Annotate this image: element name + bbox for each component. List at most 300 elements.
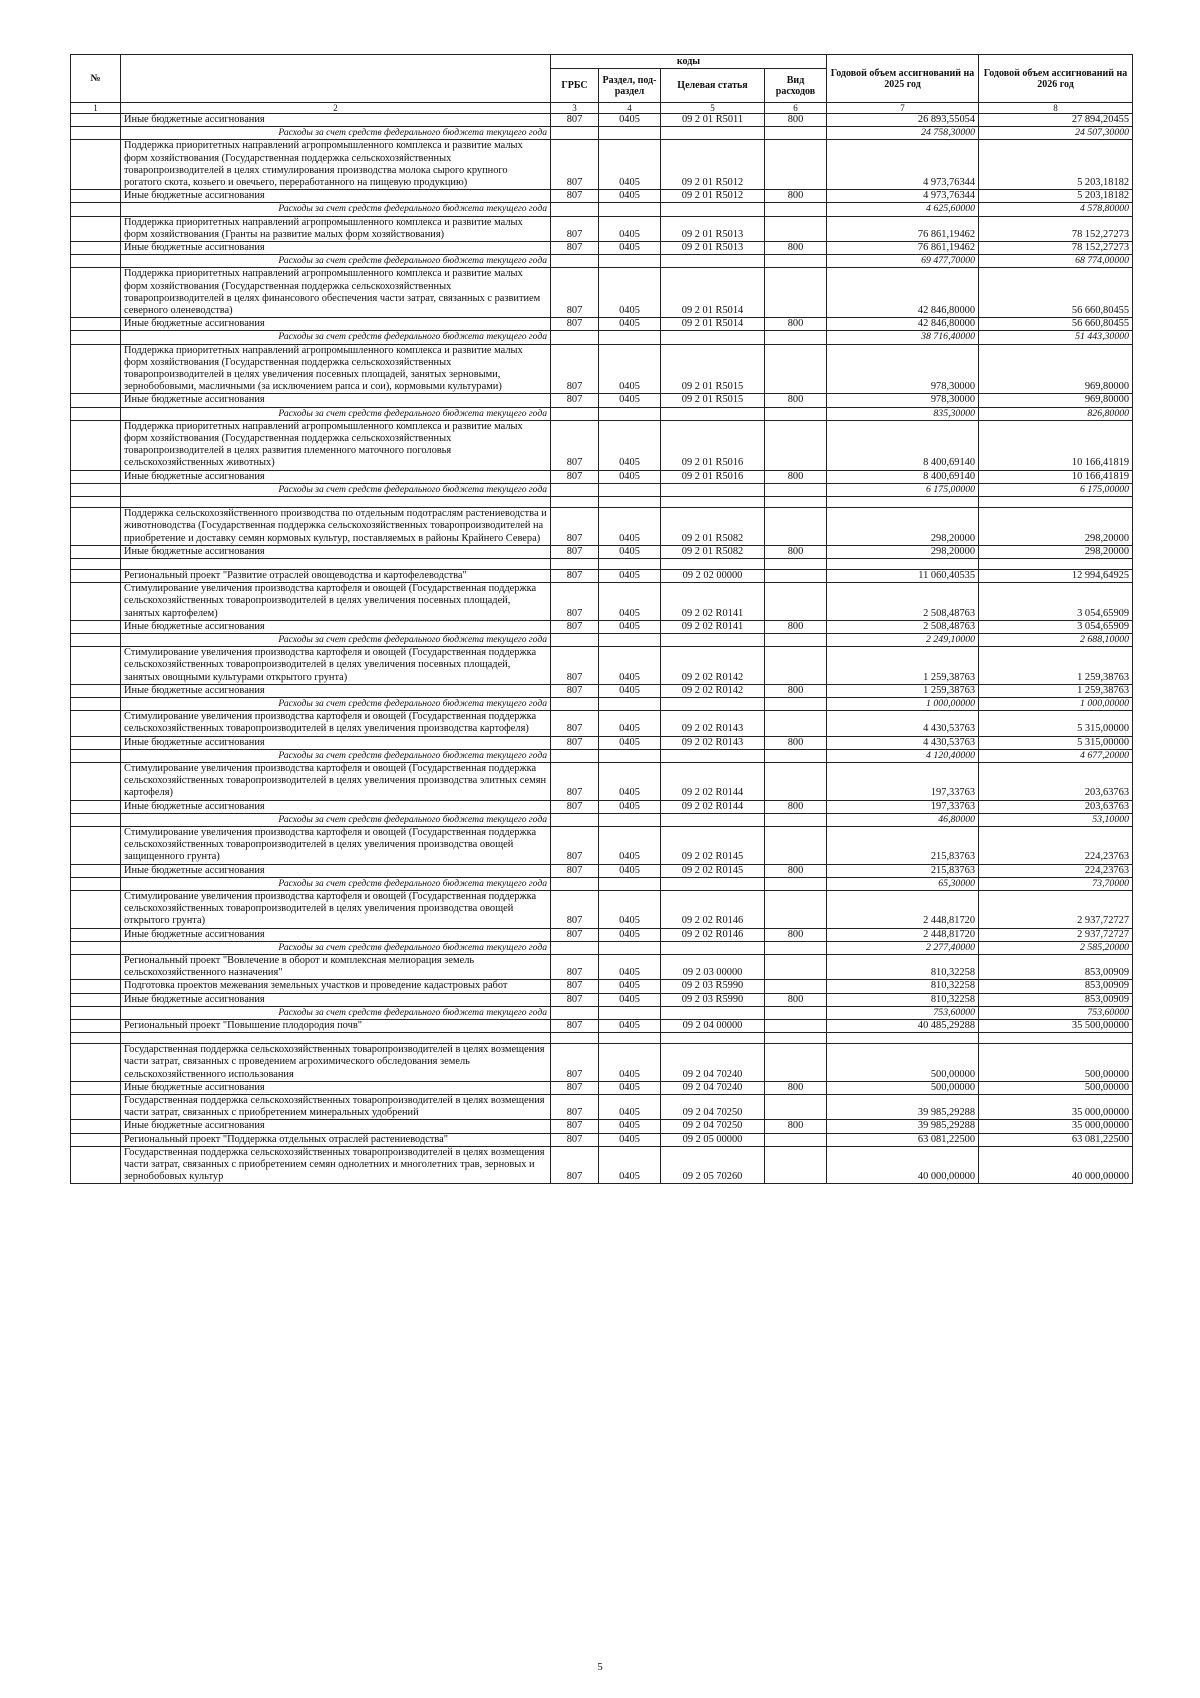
- cell-vr: [765, 877, 827, 890]
- table-row: [71, 980, 1133, 993]
- cell-num: [71, 684, 121, 697]
- cell-num: [71, 697, 121, 710]
- cell-csr: [661, 483, 765, 496]
- cell-csr: [661, 407, 765, 420]
- table-row: [71, 114, 1133, 127]
- cell-num: [71, 318, 121, 331]
- cell-rz: 0405: [599, 242, 661, 255]
- cell-name: Иные бюджетные ассигнования: [121, 1120, 551, 1133]
- cell-grbs: 807: [551, 955, 599, 980]
- cell-rz: 0405: [599, 928, 661, 941]
- cell-name: Иные бюджетные ассигнования: [121, 545, 551, 558]
- cell-vr: [765, 941, 827, 954]
- col-num-header: №: [71, 55, 121, 103]
- cell-v2025: 4 625,60000: [827, 203, 979, 216]
- cell-v2026: 853,00909: [979, 980, 1133, 993]
- federal-funds-row: [71, 941, 1133, 954]
- federal-funds-row: [71, 749, 1133, 762]
- table-row: [71, 268, 1133, 318]
- cell-rz: 0405: [599, 344, 661, 394]
- cell-name: Иные бюджетные ассигнования: [121, 242, 551, 255]
- cell-v2026: 53,10000: [979, 813, 1133, 826]
- cell-csr: 09 2 02 R0145: [661, 864, 765, 877]
- spacer-cell: [827, 497, 979, 508]
- table-row: [71, 1095, 1133, 1120]
- cell-csr: 09 2 02 R0145: [661, 826, 765, 864]
- cell-v2026: 224,23763: [979, 864, 1133, 877]
- cell-rz: 0405: [599, 800, 661, 813]
- column-index: 6: [765, 103, 827, 114]
- spacer-cell: [979, 1033, 1133, 1044]
- cell-v2025: 810,32258: [827, 980, 979, 993]
- cell-v2026: 1 000,00000: [979, 697, 1133, 710]
- cell-v2025: 2 249,10000: [827, 633, 979, 646]
- table-row: [71, 190, 1133, 203]
- cell-vr: [765, 647, 827, 685]
- cell-name: Региональный проект "Развитие отраслей овощеводства и картофелеводства": [121, 569, 551, 582]
- cell-csr: 09 2 02 R0142: [661, 647, 765, 685]
- cell-name: Государственная поддержка сельскохозяйственных товаропроизводителей в целях возмещения части затрат, связанных с проведением агрохимического обследования земель сельскохозяйственного использования: [121, 1044, 551, 1082]
- cell-grbs: 807: [551, 826, 599, 864]
- cell-v2025: 500,00000: [827, 1081, 979, 1094]
- cell-vr: [765, 697, 827, 710]
- cell-num: [71, 1095, 121, 1120]
- cell-vr: 800: [765, 993, 827, 1006]
- cell-num: [71, 569, 121, 582]
- cell-csr: [661, 877, 765, 890]
- cell-grbs: 807: [551, 140, 599, 190]
- cell-num: [71, 877, 121, 890]
- cell-num: [71, 407, 121, 420]
- cell-name: Иные бюджетные ассигнования: [121, 470, 551, 483]
- cell-num: [71, 203, 121, 216]
- cell-v2025: 2 277,40000: [827, 941, 979, 954]
- spacer-cell: [765, 1033, 827, 1044]
- table-row: [71, 242, 1133, 255]
- spacer-cell: [71, 497, 121, 508]
- cell-csr: 09 2 02 R0144: [661, 800, 765, 813]
- cell-v2025: 76 861,19462: [827, 216, 979, 241]
- cell-rz: 0405: [599, 140, 661, 190]
- cell-v2026: 73,70000: [979, 877, 1133, 890]
- cell-name: Расходы за счет средств федерального бюджета текущего года: [121, 203, 551, 216]
- table-row: [71, 1120, 1133, 1133]
- cell-name: Иные бюджетные ассигнования: [121, 800, 551, 813]
- cell-v2025: 26 893,55054: [827, 114, 979, 127]
- cell-name: Поддержка приоритетных направлений агропромышленного комплекса и развитие малых форм хозяйствования (Государственная поддержка сельскохозяйственных товаропроизводителей в целях увеличения посевных площадей, занятых зерновыми, зернобобовыми, масличными (за исключением рапса и сои), кормовыми культурами): [121, 344, 551, 394]
- cell-v2025: 2 448,81720: [827, 928, 979, 941]
- cell-num: [71, 620, 121, 633]
- spacer-cell: [661, 558, 765, 569]
- col-2025-header: Годовой объем ассигнований на 2025 год: [827, 55, 979, 103]
- cell-csr: 09 2 01 R5012: [661, 140, 765, 190]
- cell-name: Расходы за счет средств федерального бюджета текущего года: [121, 1006, 551, 1019]
- cell-csr: 09 2 04 70240: [661, 1081, 765, 1094]
- cell-rz: [599, 407, 661, 420]
- cell-grbs: [551, 255, 599, 268]
- col-razdel-header: Раздел, под-раздел: [599, 69, 661, 103]
- federal-funds-row: [71, 813, 1133, 826]
- cell-num: [71, 268, 121, 318]
- cell-v2026: 56 660,80455: [979, 318, 1133, 331]
- spacer-row: [71, 558, 1133, 569]
- cell-vr: [765, 762, 827, 800]
- cell-vr: 800: [765, 620, 827, 633]
- cell-vr: 800: [765, 684, 827, 697]
- cell-vr: [765, 140, 827, 190]
- cell-rz: [599, 331, 661, 344]
- cell-csr: 09 2 03 R5990: [661, 980, 765, 993]
- table-row: [71, 420, 1133, 470]
- spacer-cell: [827, 558, 979, 569]
- spacer-cell: [599, 558, 661, 569]
- spacer-cell: [551, 497, 599, 508]
- cell-name: Расходы за счет средств федерального бюджета текущего года: [121, 127, 551, 140]
- cell-v2026: 78 152,27273: [979, 216, 1133, 241]
- cell-name: Стимулирование увеличения производства картофеля и овощей (Государственная поддержка сельскохозяйственных товаропроизводителей в целях увеличения производства овощей защищенного грунта): [121, 826, 551, 864]
- cell-name: Иные бюджетные ассигнования: [121, 620, 551, 633]
- cell-rz: 0405: [599, 993, 661, 1006]
- cell-grbs: 807: [551, 890, 599, 928]
- cell-v2025: 298,20000: [827, 545, 979, 558]
- cell-v2025: 1 000,00000: [827, 697, 979, 710]
- cell-rz: [599, 941, 661, 954]
- cell-name: Региональный проект "Повышение плодородия почв": [121, 1020, 551, 1033]
- cell-grbs: [551, 697, 599, 710]
- cell-v2026: 1 259,38763: [979, 647, 1133, 685]
- cell-csr: [661, 331, 765, 344]
- cell-grbs: 807: [551, 864, 599, 877]
- cell-num: [71, 800, 121, 813]
- cell-rz: [599, 203, 661, 216]
- cell-rz: [599, 749, 661, 762]
- table-row: [71, 1020, 1133, 1033]
- table-row: [71, 216, 1133, 241]
- column-index-row: [71, 103, 1133, 114]
- cell-csr: 09 2 01 R5082: [661, 545, 765, 558]
- cell-v2025: 810,32258: [827, 993, 979, 1006]
- cell-grbs: [551, 633, 599, 646]
- cell-v2026: 1 259,38763: [979, 684, 1133, 697]
- cell-v2026: 35 500,00000: [979, 1020, 1133, 1033]
- table-row: [71, 711, 1133, 736]
- cell-vr: [765, 583, 827, 621]
- cell-csr: 09 2 04 70250: [661, 1095, 765, 1120]
- cell-num: [71, 864, 121, 877]
- cell-v2026: 40 000,00000: [979, 1146, 1133, 1184]
- cell-v2026: 3 054,65909: [979, 620, 1133, 633]
- cell-grbs: 807: [551, 583, 599, 621]
- cell-rz: 0405: [599, 1146, 661, 1184]
- cell-v2025: 500,00000: [827, 1044, 979, 1082]
- cell-num: [71, 941, 121, 954]
- cell-num: [71, 420, 121, 470]
- cell-v2025: 2 448,81720: [827, 890, 979, 928]
- cell-rz: 0405: [599, 955, 661, 980]
- cell-v2025: 8 400,69140: [827, 420, 979, 470]
- cell-v2026: 203,63763: [979, 762, 1133, 800]
- cell-v2026: 6 175,00000: [979, 483, 1133, 496]
- cell-v2026: 853,00909: [979, 955, 1133, 980]
- column-index: 3: [551, 103, 599, 114]
- cell-rz: [599, 633, 661, 646]
- cell-num: [71, 1044, 121, 1082]
- cell-v2026: 10 166,41819: [979, 420, 1133, 470]
- cell-rz: 0405: [599, 583, 661, 621]
- cell-grbs: 807: [551, 620, 599, 633]
- cell-v2026: 56 660,80455: [979, 268, 1133, 318]
- cell-rz: 0405: [599, 762, 661, 800]
- cell-csr: 09 2 02 00000: [661, 569, 765, 582]
- table-row: [71, 928, 1133, 941]
- cell-csr: [661, 203, 765, 216]
- cell-vr: [765, 331, 827, 344]
- cell-rz: 0405: [599, 1020, 661, 1033]
- cell-v2026: 10 166,41819: [979, 470, 1133, 483]
- cell-v2025: 40 000,00000: [827, 1146, 979, 1184]
- cell-v2026: 224,23763: [979, 826, 1133, 864]
- cell-num: [71, 1146, 121, 1184]
- cell-vr: [765, 749, 827, 762]
- cell-name: Подготовка проектов межевания земельных участков и проведение кадастровых работ: [121, 980, 551, 993]
- cell-grbs: 807: [551, 394, 599, 407]
- cell-name: Расходы за счет средств федерального бюджета текущего года: [121, 331, 551, 344]
- cell-vr: 800: [765, 190, 827, 203]
- cell-name: Поддержка приоритетных направлений агропромышленного комплекса и развитие малых форм хозяйствования (Гранты на развитие малых форм хозяйствования): [121, 216, 551, 241]
- cell-vr: 800: [765, 1120, 827, 1133]
- cell-vr: 800: [765, 864, 827, 877]
- cell-v2026: 5 315,00000: [979, 736, 1133, 749]
- cell-v2025: 46,80000: [827, 813, 979, 826]
- cell-vr: 800: [765, 318, 827, 331]
- table-row: [71, 647, 1133, 685]
- spacer-cell: [765, 558, 827, 569]
- cell-num: [71, 826, 121, 864]
- cell-csr: 09 2 01 R5082: [661, 508, 765, 546]
- cell-num: [71, 1006, 121, 1019]
- cell-vr: [765, 216, 827, 241]
- cell-v2026: 298,20000: [979, 508, 1133, 546]
- cell-vr: 800: [765, 800, 827, 813]
- column-index: 4: [599, 103, 661, 114]
- table-row: [71, 955, 1133, 980]
- cell-grbs: 807: [551, 1095, 599, 1120]
- cell-csr: 09 2 03 00000: [661, 955, 765, 980]
- cell-num: [71, 127, 121, 140]
- col-csr-header: Целевая статья: [661, 69, 765, 103]
- federal-funds-row: [71, 877, 1133, 890]
- cell-v2025: 4 973,76344: [827, 140, 979, 190]
- cell-csr: 09 2 01 R5016: [661, 470, 765, 483]
- cell-csr: 09 2 02 R0141: [661, 620, 765, 633]
- cell-vr: [765, 255, 827, 268]
- cell-grbs: 807: [551, 190, 599, 203]
- cell-name: Поддержка сельскохозяйственного производства по отдельным подотраслям растениеводства и животноводства (Государственная поддержка сельскохозяйственных товаропроизводителей на приобретение и доставку семян кормовых культур, поставляемых в районы Крайнего Севера): [121, 508, 551, 546]
- cell-name: Иные бюджетные ассигнования: [121, 190, 551, 203]
- cell-v2025: 215,83763: [827, 864, 979, 877]
- cell-v2026: 969,80000: [979, 344, 1133, 394]
- federal-funds-row: [71, 203, 1133, 216]
- table-row: [71, 1044, 1133, 1082]
- cell-num: [71, 140, 121, 190]
- table-row: [71, 684, 1133, 697]
- cell-rz: 0405: [599, 545, 661, 558]
- table-row: [71, 1146, 1133, 1184]
- cell-grbs: 807: [551, 344, 599, 394]
- cell-name: Расходы за счет средств федерального бюджета текущего года: [121, 407, 551, 420]
- cell-name: Поддержка приоритетных направлений агропромышленного комплекса и развитие малых форм хозяйствования (Государственная поддержка сельскохозяйственных товаропроизводителей в целях финансового обеспечения части затрат, связанных с развитием северного оленеводства): [121, 268, 551, 318]
- cell-name: Стимулирование увеличения производства картофеля и овощей (Государственная поддержка сельскохозяйственных товаропроизводителей в целях увеличения посевных площадей, занятых овощными культурами открытого грунта): [121, 647, 551, 685]
- spacer-row: [71, 497, 1133, 508]
- cell-name: Расходы за счет средств федерального бюджета текущего года: [121, 941, 551, 954]
- cell-csr: 09 2 02 R0142: [661, 684, 765, 697]
- cell-vr: [765, 980, 827, 993]
- cell-num: [71, 1133, 121, 1146]
- cell-vr: [765, 711, 827, 736]
- cell-vr: 800: [765, 394, 827, 407]
- table-row: [71, 993, 1133, 1006]
- cell-rz: [599, 813, 661, 826]
- cell-name: Иные бюджетные ассигнования: [121, 736, 551, 749]
- cell-v2025: 42 846,80000: [827, 268, 979, 318]
- cell-vr: [765, 813, 827, 826]
- cell-grbs: 807: [551, 1081, 599, 1094]
- column-index: 5: [661, 103, 765, 114]
- cell-rz: [599, 127, 661, 140]
- cell-rz: 0405: [599, 508, 661, 546]
- cell-rz: 0405: [599, 569, 661, 582]
- cell-rz: 0405: [599, 190, 661, 203]
- table-row: [71, 800, 1133, 813]
- cell-num: [71, 190, 121, 203]
- cell-name: Иные бюджетные ассигнования: [121, 114, 551, 127]
- cell-vr: [765, 890, 827, 928]
- cell-grbs: 807: [551, 268, 599, 318]
- cell-name: Иные бюджетные ассигнования: [121, 318, 551, 331]
- cell-grbs: 807: [551, 800, 599, 813]
- cell-v2025: 4 430,53763: [827, 736, 979, 749]
- cell-num: [71, 1081, 121, 1094]
- spacer-cell: [121, 1033, 551, 1044]
- cell-csr: 09 2 02 R0143: [661, 736, 765, 749]
- cell-vr: [765, 569, 827, 582]
- cell-grbs: 807: [551, 216, 599, 241]
- cell-rz: 0405: [599, 1044, 661, 1082]
- cell-name: Иные бюджетные ассигнования: [121, 394, 551, 407]
- cell-v2025: 1 259,38763: [827, 647, 979, 685]
- cell-v2026: 500,00000: [979, 1044, 1133, 1082]
- cell-name: Расходы за счет средств федерального бюджета текущего года: [121, 697, 551, 710]
- cell-v2025: 298,20000: [827, 508, 979, 546]
- budget-table: [70, 54, 1133, 1184]
- cell-vr: [765, 407, 827, 420]
- cell-grbs: [551, 127, 599, 140]
- cell-grbs: 807: [551, 1044, 599, 1082]
- table-row: [71, 344, 1133, 394]
- cell-grbs: 807: [551, 980, 599, 993]
- cell-name: Региональный проект "Поддержка отдельных отраслей растениеводства": [121, 1133, 551, 1146]
- cell-name: Расходы за счет средств федерального бюджета текущего года: [121, 483, 551, 496]
- budget-table-sheet: [70, 54, 1132, 1184]
- cell-vr: [765, 127, 827, 140]
- cell-vr: [765, 1006, 827, 1019]
- table-row: [71, 762, 1133, 800]
- cell-vr: [765, 826, 827, 864]
- cell-grbs: 807: [551, 711, 599, 736]
- table-row: [71, 890, 1133, 928]
- cell-csr: 09 2 02 R0146: [661, 890, 765, 928]
- cell-grbs: 807: [551, 647, 599, 685]
- cell-grbs: 807: [551, 736, 599, 749]
- spacer-cell: [121, 497, 551, 508]
- cell-v2026: 2 937,72727: [979, 928, 1133, 941]
- cell-csr: 09 2 05 70260: [661, 1146, 765, 1184]
- cell-name: Иные бюджетные ассигнования: [121, 1081, 551, 1094]
- cell-csr: 09 2 04 70250: [661, 1120, 765, 1133]
- cell-csr: [661, 813, 765, 826]
- cell-csr: 09 2 01 R5014: [661, 318, 765, 331]
- cell-rz: [599, 1006, 661, 1019]
- cell-rz: 0405: [599, 620, 661, 633]
- column-index: 7: [827, 103, 979, 114]
- cell-num: [71, 736, 121, 749]
- cell-rz: 0405: [599, 736, 661, 749]
- cell-rz: 0405: [599, 684, 661, 697]
- cell-v2026: 2 937,72727: [979, 890, 1133, 928]
- cell-num: [71, 216, 121, 241]
- cell-v2025: 63 081,22500: [827, 1133, 979, 1146]
- cell-grbs: [551, 331, 599, 344]
- cell-v2026: 753,60000: [979, 1006, 1133, 1019]
- cell-csr: 09 2 02 R0143: [661, 711, 765, 736]
- cell-num: [71, 1020, 121, 1033]
- cell-num: [71, 749, 121, 762]
- cell-name: Стимулирование увеличения производства картофеля и овощей (Государственная поддержка сельскохозяйственных товаропроизводителей в целях увеличения производства элитных семян картофеля): [121, 762, 551, 800]
- cell-name: Иные бюджетные ассигнования: [121, 864, 551, 877]
- cell-rz: 0405: [599, 980, 661, 993]
- cell-rz: 0405: [599, 711, 661, 736]
- cell-grbs: [551, 813, 599, 826]
- cell-v2025: 8 400,69140: [827, 470, 979, 483]
- cell-num: [71, 583, 121, 621]
- cell-vr: 800: [765, 928, 827, 941]
- cell-num: [71, 647, 121, 685]
- cell-num: [71, 483, 121, 496]
- cell-v2025: 2 508,48763: [827, 620, 979, 633]
- cell-csr: 09 2 01 R5015: [661, 344, 765, 394]
- cell-vr: 800: [765, 545, 827, 558]
- spacer-cell: [599, 1033, 661, 1044]
- cell-num: [71, 242, 121, 255]
- federal-funds-row: [71, 127, 1133, 140]
- cell-vr: [765, 1044, 827, 1082]
- cell-v2025: 76 861,19462: [827, 242, 979, 255]
- cell-csr: 09 2 04 00000: [661, 1020, 765, 1033]
- cell-vr: [765, 1095, 827, 1120]
- cell-v2026: 27 894,20455: [979, 114, 1133, 127]
- cell-name: Иные бюджетные ассигнования: [121, 684, 551, 697]
- cell-num: [71, 928, 121, 941]
- cell-grbs: [551, 941, 599, 954]
- cell-name: Расходы за счет средств федерального бюджета текущего года: [121, 633, 551, 646]
- spacer-cell: [661, 1033, 765, 1044]
- cell-num: [71, 633, 121, 646]
- cell-grbs: 807: [551, 684, 599, 697]
- cell-v2025: 810,32258: [827, 955, 979, 980]
- cell-num: [71, 114, 121, 127]
- table-row: [71, 470, 1133, 483]
- table-row: [71, 545, 1133, 558]
